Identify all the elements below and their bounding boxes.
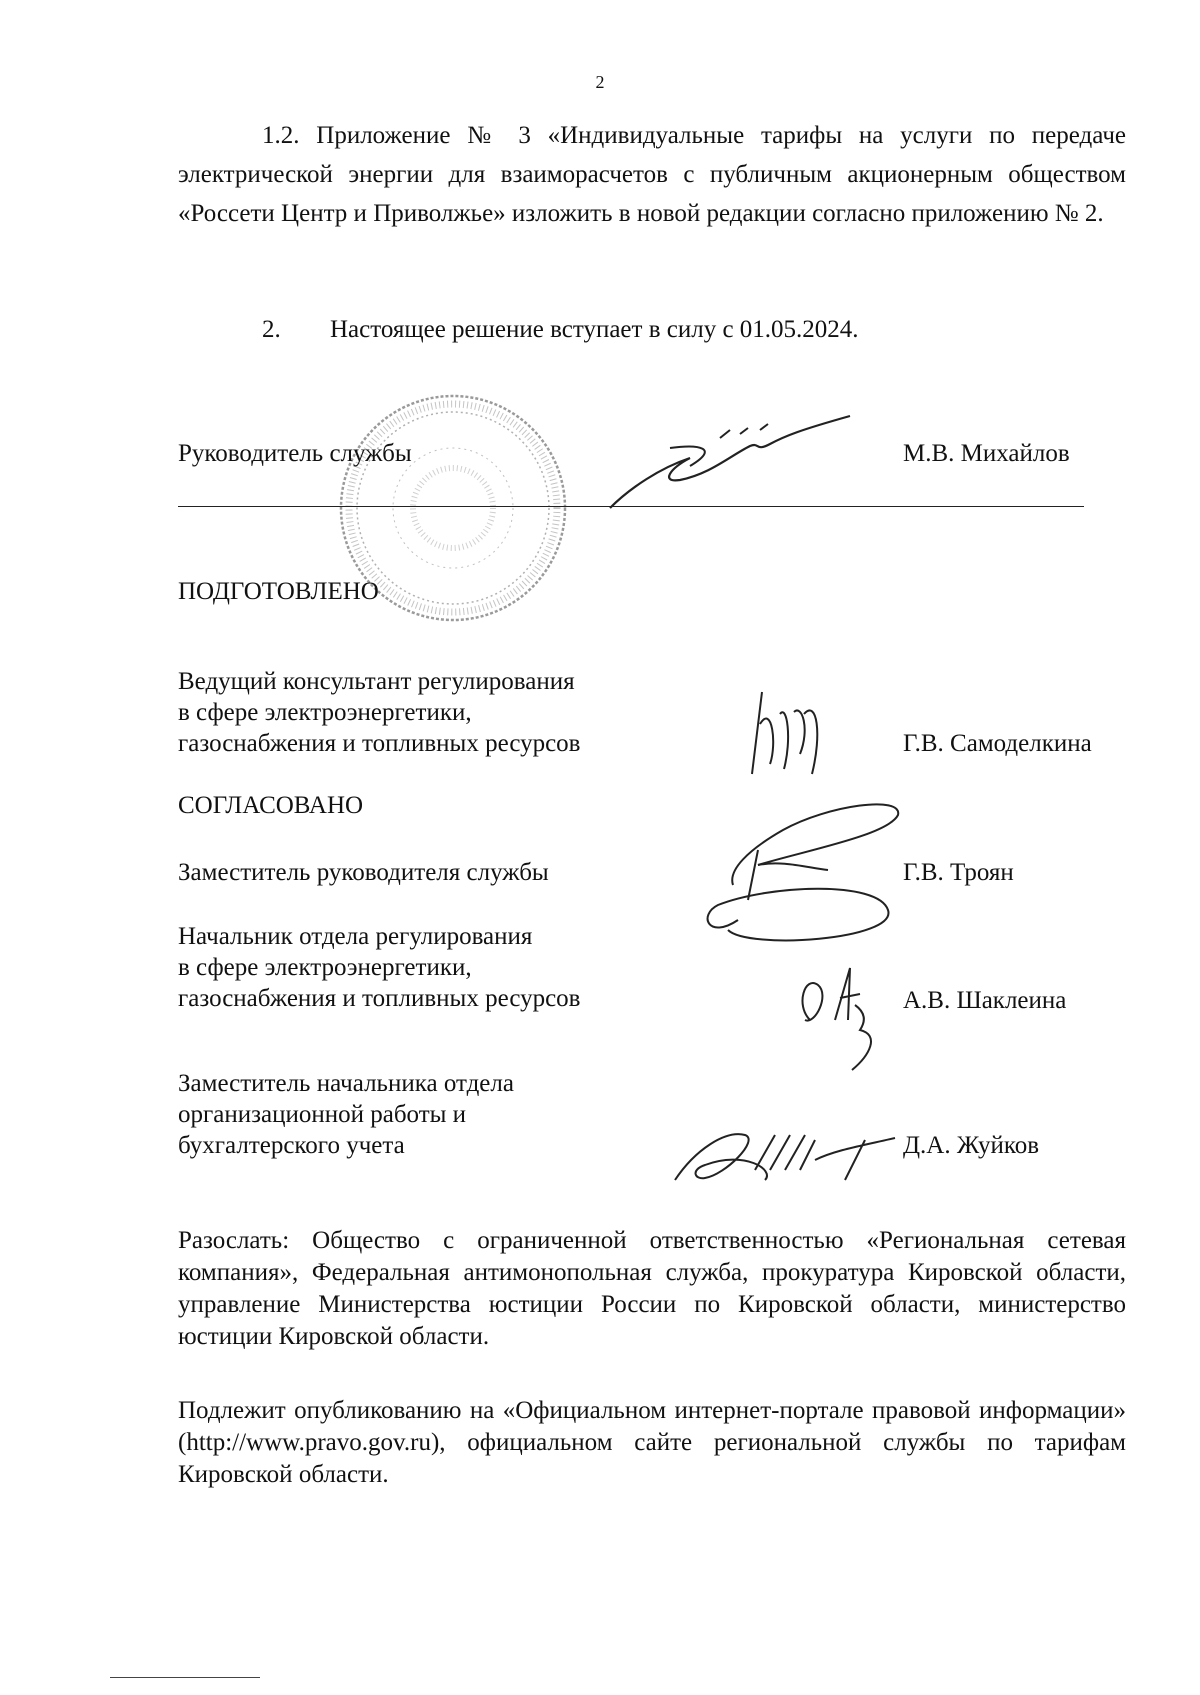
- agreed-heading: СОГЛАСОВАНО: [178, 792, 364, 819]
- agreed-1-title: [178, 857, 549, 888]
- agreed-2-name: А.В. Шаклеина: [903, 987, 1067, 1014]
- signature-agreed-3: [665, 1110, 905, 1190]
- prepared-heading: ПОДГОТОВЛЕНО: [178, 578, 379, 605]
- page-number: 2: [595, 72, 605, 92]
- title-line: Заместитель начальника отдела: [178, 1070, 514, 1097]
- signature-divider-line: [178, 506, 1084, 507]
- footnote-separator: [110, 1677, 260, 1678]
- title-line: бухгалтерского учета: [178, 1132, 405, 1159]
- signature-prepared: [742, 684, 842, 784]
- agreed-2-title: [178, 921, 581, 1014]
- publication-note: Подлежит опубликованию на «Официальном интернет-портале правовой информации» (http://www.pravo.gov.ru), официальном сайте региональной службы по тарифам Кировской области.: [178, 1397, 1126, 1488]
- head-name: М.В. Михайлов: [903, 440, 1070, 467]
- paragraph-2-number: 2.: [262, 316, 281, 343]
- title-line: Ведущий консультант регулирования: [178, 668, 575, 695]
- signature-head: [600, 408, 860, 518]
- title-line: в сфере электроэнергетики,: [178, 954, 472, 981]
- title-line: организационной работы и: [178, 1101, 467, 1128]
- paragraph-1-2: 1.2. Приложение № 3 «Индивидуальные тарифы на услуги по передаче электрической энергии для взаиморасчетов с публичным акционерным обществом «Россети Центр и Приволжье» изложить в новой редакции согласно приложению № 2.: [178, 122, 1126, 227]
- prepared-title: [178, 666, 581, 759]
- title-line: в сфере электроэнергетики,: [178, 699, 472, 726]
- paragraph-2: [262, 316, 859, 344]
- agreed-1-name: Г.В. Троян: [903, 859, 1014, 886]
- paragraph-2-text: Настоящее решение вступает в силу с 01.05.2024.: [330, 316, 859, 343]
- signature-agreed-2: [790, 960, 890, 1080]
- agreed-3-name: Д.А. Жуйков: [903, 1132, 1040, 1159]
- title-line: Заместитель руководителя службы: [178, 859, 549, 886]
- title-line: газоснабжения и топливных ресурсов: [178, 985, 581, 1012]
- agreed-3-title: [178, 1068, 514, 1161]
- prepared-name: Г.В. Самоделкина: [903, 730, 1092, 757]
- title-line: Начальник отдела регулирования: [178, 923, 533, 950]
- head-title: Руководитель службы: [178, 440, 412, 467]
- signature-agreed-1: [688, 790, 918, 960]
- distribution-list: Разослать: Общество с ограниченной ответственностью «Региональная сетевая компания», Федеральная антимонопольная служба, прокуратура Кировской области, управление Министерства юстиции России по Кировской области, министерство юстиции Кировской области.: [178, 1227, 1126, 1350]
- title-line: газоснабжения и топливных ресурсов: [178, 730, 581, 757]
